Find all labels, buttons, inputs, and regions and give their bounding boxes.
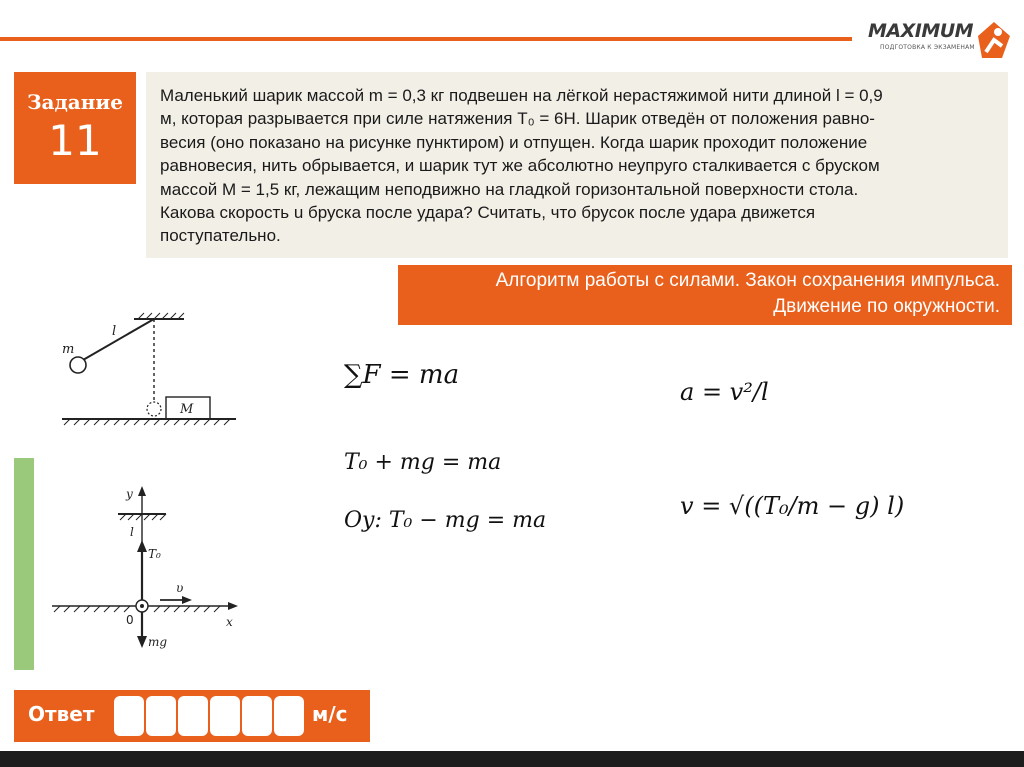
string-length-label: l xyxy=(112,324,117,339)
projection-equation-text: Oy: T₀ − mg = ma xyxy=(344,508,547,533)
bottom-bar xyxy=(0,751,1024,767)
length-label: l xyxy=(130,525,134,539)
newton-sum-equation xyxy=(344,360,459,390)
centripetal-equation xyxy=(680,378,769,406)
problem-line: равновесия, нить обрывается, и шарик тут же абсолютно неупруго сталкивается с бруском xyxy=(160,156,880,176)
answer-cells xyxy=(114,696,304,736)
brand-logo xyxy=(868,16,1018,60)
weight-label: mg xyxy=(148,635,168,649)
pendulum-figure xyxy=(54,305,244,435)
brand-tagline: ПОДГОТОВКА К ЭКЗАМЕНАМ xyxy=(880,44,975,51)
answer-label: Ответ xyxy=(28,702,95,726)
method-line-2: Движение по окружности. xyxy=(773,296,1000,317)
brand-figure-icon xyxy=(972,16,1012,60)
answer-cell[interactable] xyxy=(178,696,208,736)
task-number-box xyxy=(14,72,136,184)
speed-equation-text: v = √((T₀/m − g) l) xyxy=(680,492,905,520)
vector-equation xyxy=(344,450,501,475)
side-accent-bar xyxy=(14,458,34,670)
answer-unit: м/с xyxy=(312,702,348,726)
method-line-1: Алгоритм работы с силами. Закон сохранения импульса. xyxy=(495,270,1000,291)
newton-sum-text: ∑F = ma xyxy=(344,360,460,390)
answer-cell[interactable] xyxy=(114,696,144,736)
task-label: Задание xyxy=(27,90,123,114)
vector-equation-text: T₀ + mg = ma xyxy=(344,450,502,475)
problem-line: весия (оно показано на рисунке пунктиром) и отпущен. Когда шарик проходит положение xyxy=(160,132,868,152)
velocity-label: υ xyxy=(176,581,184,595)
problem-line: Какова скорость u бруска после удара? Считать, что брусок после удара движется xyxy=(160,203,816,223)
brand-name: MAXIMUM xyxy=(868,20,974,42)
problem-line: м, которая разрывается при силе натяжения T₀ = 6Н. Шарик отведён от положения равно- xyxy=(160,109,875,129)
problem-line: массой M = 1,5 кг, лежащим неподвижно на гладкой горизонтальной поверхности стола. xyxy=(160,179,859,199)
task-number: 11 xyxy=(48,116,102,165)
answer-cell[interactable] xyxy=(146,696,176,736)
centripetal-equation-text: a = v²/l xyxy=(680,378,769,406)
problem-line: Маленький шарик массой m = 0,3 кг подвешен на лёгкой нерастяжимой нити длиной l = 0,9 xyxy=(160,86,883,105)
projection-equation xyxy=(344,508,546,533)
ball-mass-label: m xyxy=(62,342,75,357)
y-axis-label: y xyxy=(126,487,133,501)
answer-cell[interactable] xyxy=(210,696,240,736)
problem-statement xyxy=(146,72,1008,258)
ball-icon xyxy=(70,357,86,373)
tension-label: T₀ xyxy=(148,547,161,561)
x-axis-label: x xyxy=(226,615,233,629)
block-mass-label: M xyxy=(180,402,194,417)
top-accent-line xyxy=(0,37,852,41)
ball-rest-icon xyxy=(147,402,161,416)
answer-cell[interactable] xyxy=(274,696,304,736)
speed-equation xyxy=(680,492,904,520)
origin-label: 0 xyxy=(126,613,134,627)
answer-cell[interactable] xyxy=(242,696,272,736)
method-banner xyxy=(398,265,1012,325)
problem-line: поступательно. xyxy=(160,226,281,246)
answer-bar xyxy=(14,690,370,742)
force-diagram xyxy=(48,480,248,660)
